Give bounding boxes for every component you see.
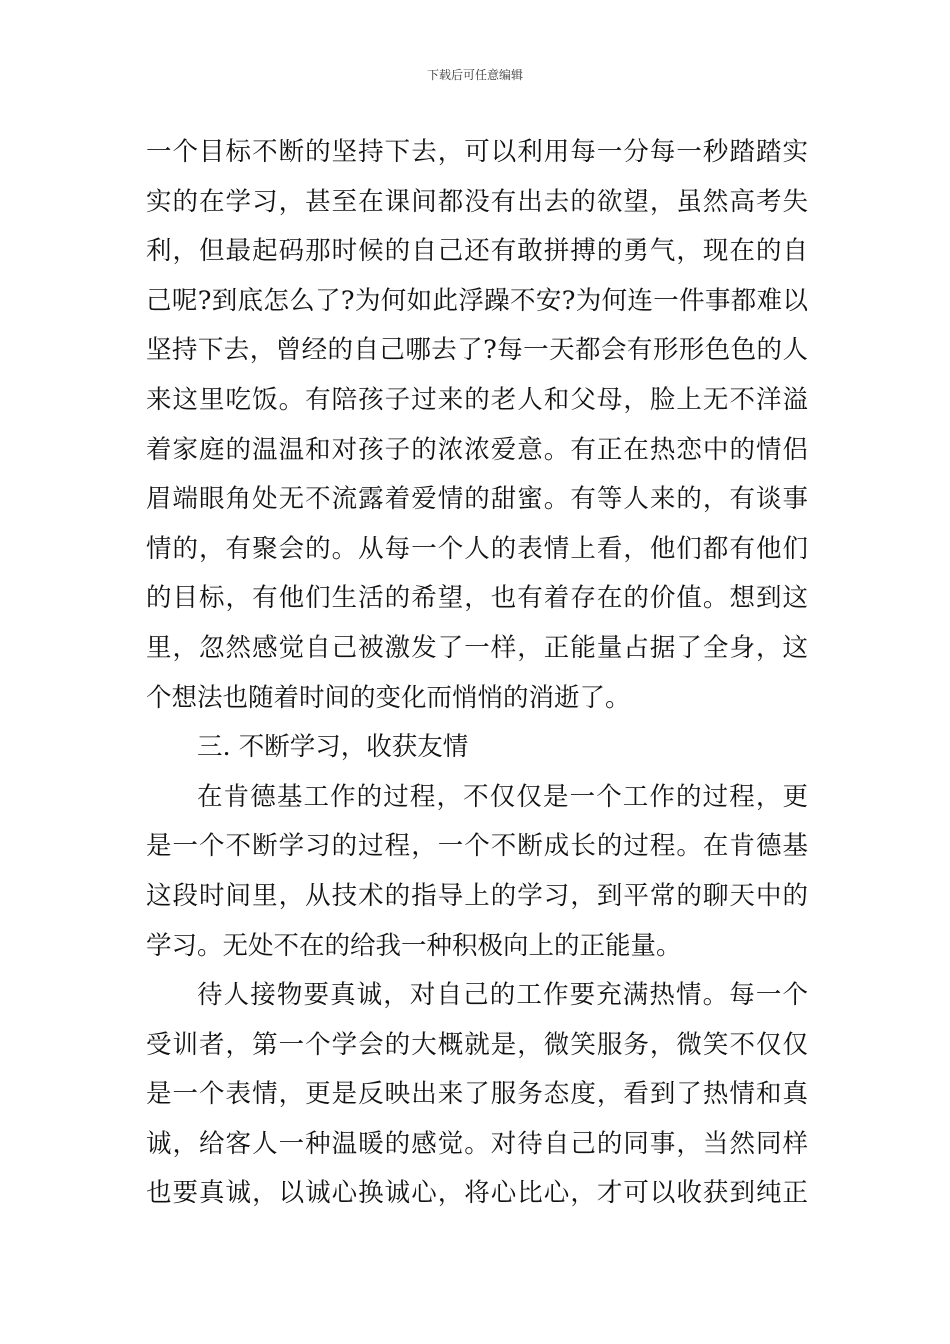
text-line: 的目标，有他们生活的希望，也有着存在的价值。想到这 (146, 583, 808, 614)
header-note: 下载后可任意编辑 (426, 68, 523, 82)
text-line: 利，但最起码那时候的自己还有敢拼搏的勇气，现在的自 (146, 236, 808, 267)
text-line: 着家庭的温温和对孩子的浓浓爱意。有正在热恋中的情侣 (146, 434, 808, 465)
text-line: 学习。无处不在的给我一种积极向上的正能量。 (146, 930, 682, 961)
text-line: 诚，给客人一种温暖的感觉。对待自己的同事，当然同样 (146, 1128, 808, 1159)
text-line: 这段时间里，从技术的指导上的学习，到平常的聊天中的 (146, 880, 808, 911)
section-heading: 三. 不断学习，收获友情 (197, 732, 469, 763)
text-line: 情的，有聚会的。从每一个人的表情上看，他们都有他们 (146, 533, 808, 564)
text-line: 个想法也随着时间的变化而悄悄的消逝了。 (146, 682, 631, 713)
text-line: 实的在学习，甚至在课间都没有出去的欲望，虽然高考失 (146, 186, 808, 217)
body-text (146, 128, 808, 1219)
text-line: 也要真诚，以诚心换诚心，将心比心，才可以收获到纯正 (146, 1178, 808, 1209)
text-line: 受训者，第一个学会的大概就是，微笑服务，微笑不仅仅 (146, 1029, 808, 1060)
text-line: 里，忽然感觉自己被激发了一样，正能量占据了全身，这 (146, 632, 808, 663)
text-line: 是一个表情，更是反映出来了服务态度，看到了热情和真 (146, 1079, 808, 1110)
text-line: 己呢?到底怎么了?为何如此浮躁不安?为何连一件事都难以 (146, 285, 808, 316)
text-line: 在肯德基工作的过程，不仅仅是一个工作的过程，更 (197, 781, 808, 812)
text-line: 是一个不断学习的过程，一个不断成长的过程。在肯德基 (146, 831, 808, 862)
text-line: 眉端眼角处无不流露着爱情的甜蜜。有等人来的，有谈事 (146, 484, 808, 515)
text-line: 坚持下去，曾经的自己哪去了?每一天都会有形形色色的人 (146, 335, 808, 366)
text-line: 待人接物要真诚，对自己的工作要充满热情。每一个 (197, 980, 808, 1011)
text-line: 一个目标不断的坚持下去，可以利用每一分每一秒踏踏实 (146, 137, 808, 167)
text-line: 来这里吃饭。有陪孩子过来的老人和父母，脸上无不洋溢 (146, 384, 808, 415)
